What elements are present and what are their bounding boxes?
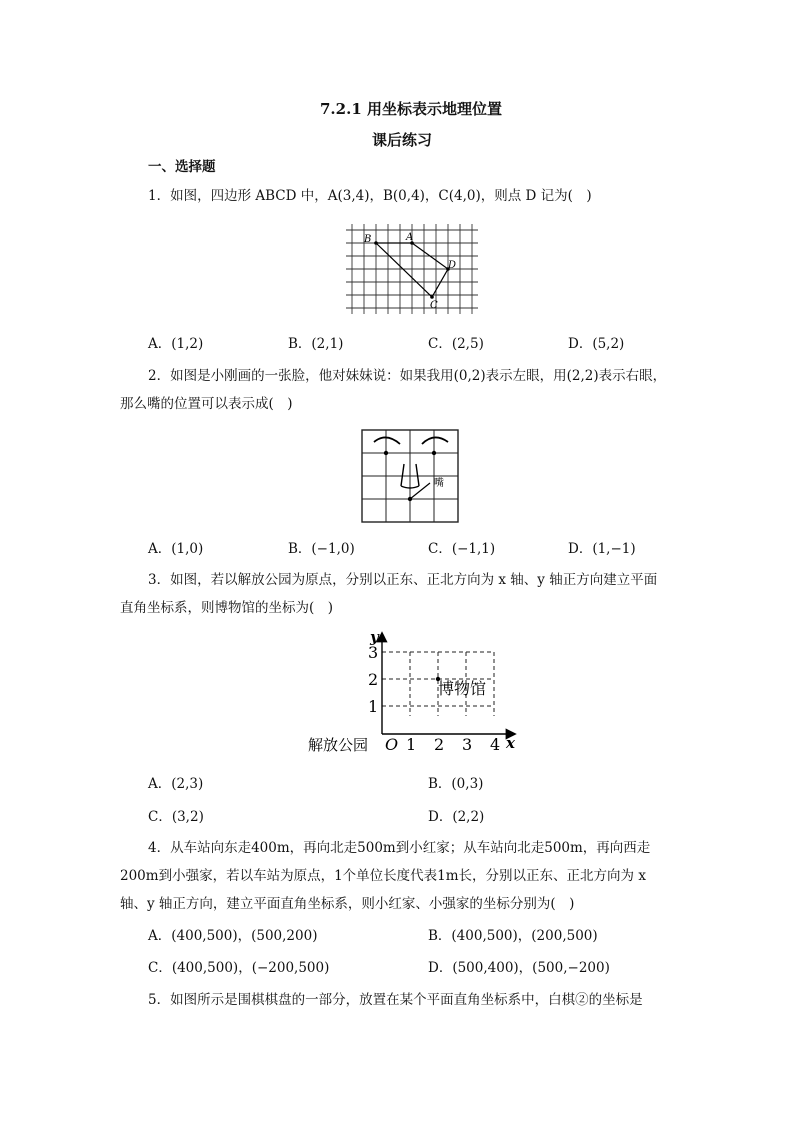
- q1-option-a[interactable]: A．(1,2): [148, 336, 204, 352]
- q4-stem-line3: 轴、y 轴正方向，建立平面直角坐标系，则小红家、小强家的坐标分别为( ): [120, 896, 575, 912]
- q3-y-letter: y: [370, 628, 379, 646]
- q4-option-b[interactable]: B．(400,500)，(200,500): [428, 928, 598, 944]
- q2-right-eyebrow: [422, 437, 448, 444]
- q1-option-b[interactable]: B．(2,1): [288, 336, 344, 352]
- q5-stem-line1: 5．如图所示是围棋棋盘的一部分，放置在某个平面直角坐标系中，白棋②的坐标是: [148, 992, 643, 1008]
- q2-right-eye: [432, 451, 436, 455]
- q3-stem-line1: 3．如图，若以解放公园为原点，分别以正东、正北方向为 x 轴、y 轴正方向建立平面: [148, 572, 658, 588]
- q1-label-b: B: [364, 234, 372, 245]
- q1-point-b: [374, 241, 378, 245]
- q4-stem-line2: 200m到小强家，若以车站为原点，1个单位长度代表1m长，分别以正东、正北方向为 x: [120, 868, 646, 884]
- q3-x-tick-4: 4: [490, 735, 501, 754]
- q3-option-c[interactable]: C．(3,2): [148, 809, 204, 825]
- page-title: 7.2.1 用坐标表示地理位置: [320, 100, 502, 118]
- q3-coordinate-figure: [306, 628, 528, 754]
- q3-x-tick-3: 3: [462, 735, 473, 754]
- q2-stem-line1: 2．如图是小刚画的一张脸，他对妹妹说：如果我用(0,2)表示左眼，用(2,2)表示右眼，: [148, 368, 667, 384]
- q2-mouth-pointer: [410, 483, 430, 499]
- q3-x-tick-2: 2: [434, 735, 445, 754]
- q4-option-d[interactable]: D．(500,400)，(500,−200): [428, 960, 610, 976]
- q4-option-c[interactable]: C．(400,500)，(−200,500): [148, 960, 330, 976]
- q3-x-tick-1: 1: [406, 735, 417, 754]
- q2-left-eye: [384, 451, 388, 455]
- q1-point-c: [430, 295, 434, 299]
- q3-origin-label: 解放公园: [308, 736, 369, 754]
- q3-x-letter: x: [506, 734, 515, 752]
- q3-option-a[interactable]: A．(2,3): [148, 776, 204, 792]
- q3-y-tick-3: 3: [368, 643, 379, 662]
- q3-museum-label: 博物馆: [438, 679, 487, 698]
- q3-option-b[interactable]: B．(0,3): [428, 776, 484, 792]
- q1-option-c[interactable]: C．(2,5): [428, 336, 484, 352]
- q3-stem-line2: 直角坐标系，则博物馆的坐标为( ): [120, 600, 334, 616]
- q2-option-a[interactable]: A．(1,0): [148, 541, 204, 557]
- q2-mouth-point: [408, 497, 412, 501]
- q2-left-eyebrow: [374, 437, 400, 444]
- q2-option-c[interactable]: C．(−1,1): [428, 541, 496, 557]
- q1-label-c: C: [430, 300, 438, 311]
- q1-stem: 1．如图，四边形 ABCD 中，A(3,4)，B(0,4)，C(4,0)，则点 D 记为( ): [148, 188, 592, 204]
- q2-stem-line2: 那么嘴的位置可以表示成( ): [120, 396, 293, 412]
- q2-option-d[interactable]: D．(1,−1): [568, 541, 636, 557]
- q3-option-d[interactable]: D．(2,2): [428, 809, 485, 825]
- q3-y-tick-2: 2: [368, 670, 379, 689]
- q2-face-figure: [360, 428, 460, 524]
- page-subtitle: 课后练习: [372, 131, 433, 149]
- section-heading: 一、选择题: [148, 159, 216, 175]
- q2-mouth-label: 嘴: [434, 478, 444, 489]
- q1-label-a: A: [406, 232, 414, 243]
- q3-origin-letter: O: [385, 735, 399, 754]
- q4-option-a[interactable]: A．(400,500)，(500,200): [148, 928, 318, 944]
- q1-figure: [340, 222, 480, 314]
- q1-label-d: D: [448, 260, 457, 271]
- q1-option-d[interactable]: D．(5,2): [568, 336, 625, 352]
- q2-grid: [362, 430, 458, 522]
- q2-option-b[interactable]: B．(−1,0): [288, 541, 355, 557]
- q4-stem-line1: 4．从车站向东走400m，再向北走500m到小红家；从车站向北走500m，再向西走: [148, 840, 651, 856]
- q3-y-tick-1: 1: [368, 697, 379, 716]
